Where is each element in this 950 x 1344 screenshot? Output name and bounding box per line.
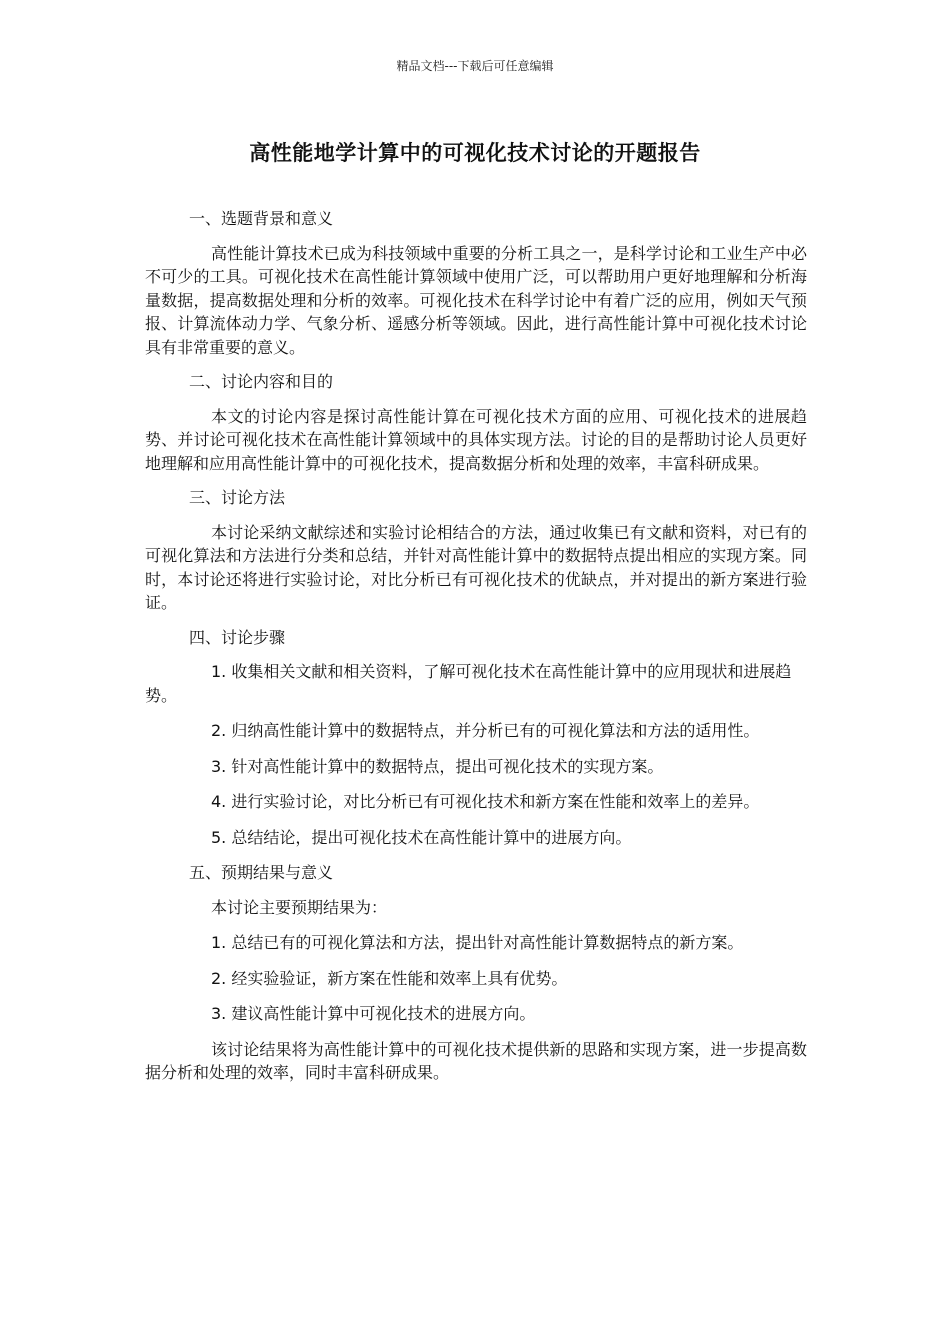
section-5-paragraph: 该讨论结果将为高性能计算中的可视化技术提供新的思路和实现方案，进一步提高数据分析和处理的效率，同时丰富科研成果。 bbox=[145, 1039, 807, 1082]
section-4-heading: 四、讨论步骤 bbox=[189, 627, 286, 647]
section-1-heading: 一、选题背景和意义 bbox=[189, 209, 334, 228]
section-5-heading: 五、预期结果与意义 bbox=[189, 863, 334, 882]
step-item-2: 2. 归纳高性能计算中的数据特点，并分析已有的可视化算法和方法的适用性。 bbox=[211, 721, 760, 740]
section-3-heading: 三、讨论方法 bbox=[189, 488, 286, 507]
result-item-2: 2. 经实验验证，新方案在性能和效率上具有优势。 bbox=[211, 968, 568, 988]
section-1-paragraph: 高性能计算技术已成为科技领域中重要的分析工具之一，是科学讨论和工业生产中必不可少的工具。可视化技术在高性能计算领域中使用广泛，可以帮助用户更好地理解和分析海量数据，提高数据处理和分析的效率。可视化技术在科学讨论中有着广泛的应用，例如天气预报、计算流体动力学、气象分析、遥感分析等领域。因此，进行高性能计算中可视化技术讨论具有非常重要的意义。 bbox=[145, 243, 807, 357]
result-item-1: 1. 总结已有的可视化算法和方法，提出针对高性能计算数据特点的新方案。 bbox=[211, 933, 744, 952]
section-3-paragraph: 本讨论采纳文献综述和实验讨论相结合的方法，通过收集已有文献和资料，对已有的可视化算法和方法进行分类和总结，并针对高性能计算中的数据特点提出相应的实现方案。同时，本讨论还将进行实验讨论，对比分析已有可视化技术的优缺点，并对提出的新方案进行验证。 bbox=[145, 522, 807, 612]
step-item-4: 4. 进行实验讨论，对比分析已有可视化技术和新方案在性能和效率上的差异。 bbox=[211, 792, 760, 811]
section-2-paragraph: 本文的讨论内容是探讨高性能计算在可视化技术方面的应用、可视化技术的进展趋势、并讨论可视化技术在高性能计算领域中的具体实现方法。讨论的目的是帮助讨论人员更好地理解和应用高性能计算中的可视化技术，提高数据分析和处理的效率，丰富科研成果。 bbox=[145, 406, 807, 473]
result-item-3: 3. 建议高性能计算中可视化技术的进展方向。 bbox=[211, 1004, 536, 1023]
step-item-1: 1. 收集相关文献和相关资料，了解可视化技术在高性能计算中的应用现状和进展趋势。 bbox=[145, 662, 792, 705]
step-item-5: 5. 总结结论，提出可视化技术在高性能计算中的进展方向。 bbox=[211, 827, 632, 847]
document-title: 高性能地学计算中的可视化技术讨论的开题报告 bbox=[249, 141, 701, 165]
section-2-heading: 二、讨论内容和目的 bbox=[189, 372, 334, 391]
document-body bbox=[145, 207, 807, 1096]
section-5-intro: 本讨论主要预期结果为： bbox=[211, 897, 388, 917]
header-note: 精品文档---下载后可任意编辑 bbox=[396, 59, 554, 73]
step-item-3: 3. 针对高性能计算中的数据特点，提出可视化技术的实现方案。 bbox=[211, 756, 664, 776]
